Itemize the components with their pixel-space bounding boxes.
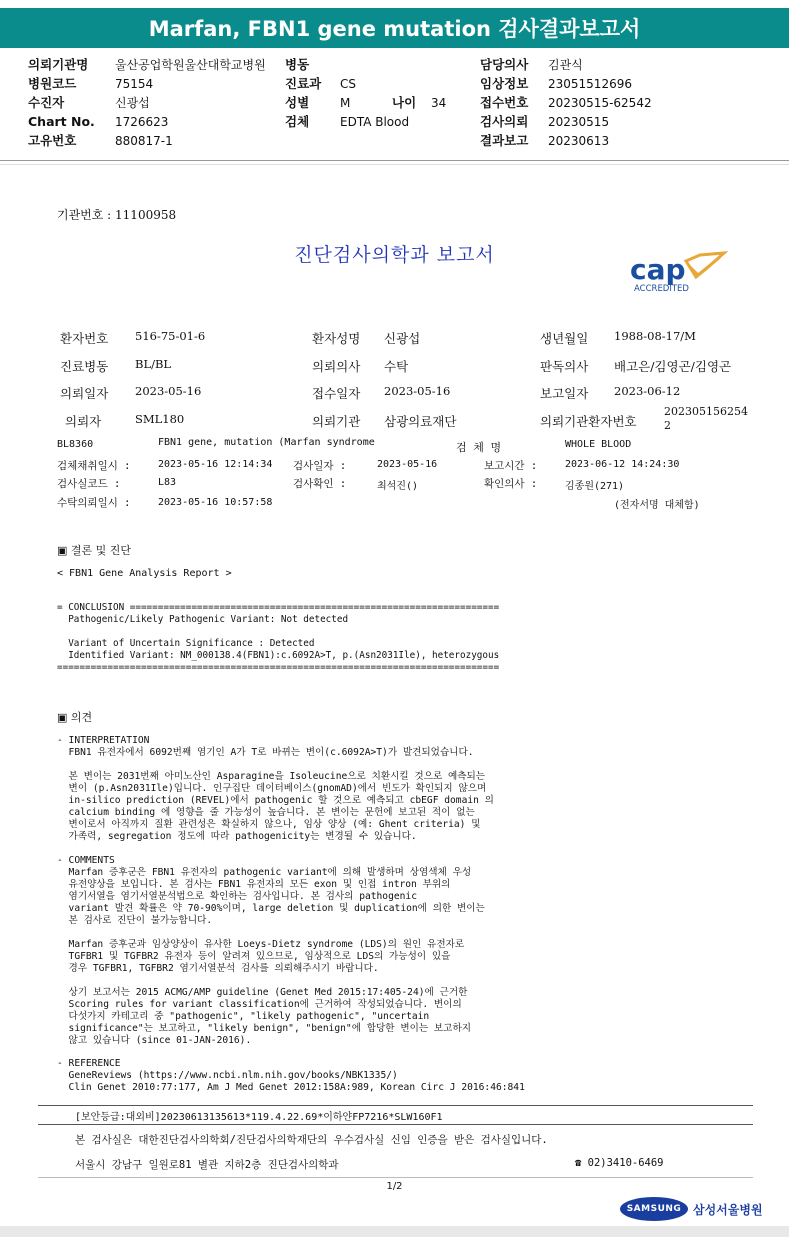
label-receipt-number: 접수번호	[480, 95, 529, 110]
label-requesting-org: 의뢰기관	[312, 414, 361, 429]
label-sex: 성별	[285, 95, 310, 110]
label-reading-doctor: 판독의사	[540, 359, 589, 374]
specimen-name-value: WHOLE BLOOD	[565, 439, 632, 450]
collect-label: 검체채취일시 :	[57, 460, 131, 472]
room-code-label: 검사실코드 :	[57, 478, 121, 490]
label-org-patient-number: 의뢰기관환자번호	[540, 414, 637, 429]
value-hospital-code: 75154	[115, 77, 154, 91]
label-requester: 의뢰자	[65, 414, 102, 429]
security-line: [보안등급:대외비]20230613135613*119.4.22.69*이하얀FP7216*SLW160F1	[75, 1112, 443, 1123]
value-org-patient-number-line2: 2	[664, 419, 671, 432]
header-divider-light	[0, 164, 789, 165]
opinion-heading: ▣ 의견	[57, 711, 93, 724]
label-patient-name: 환자성명	[312, 331, 361, 346]
value-birthdate: 1988-08-17/M	[614, 329, 696, 343]
specimen-name-label: 검 체 명	[456, 441, 502, 454]
samsung-oval: SAMSUNG	[620, 1197, 688, 1221]
confirm-doctor-value: 김종원(271)	[565, 481, 625, 492]
confirm-doctor-label: 확인의사 :	[484, 478, 538, 490]
test-code: BL8360	[57, 439, 94, 450]
svg-text:cap: cap	[630, 253, 686, 286]
value-test-request: 20230515	[548, 115, 610, 129]
value-age: 34	[431, 96, 447, 110]
svg-text:ACCREDITED: ACCREDITED	[634, 284, 689, 294]
label-unique-number: 고유번호	[28, 133, 77, 148]
value-requesting-institution: 울산공업학원울산대학교병원	[115, 58, 266, 72]
exam-date-value: 2023-05-16	[377, 459, 438, 470]
label-ward: 진료병동	[60, 359, 109, 374]
header-divider	[0, 160, 789, 161]
value-receipt-date: 2023-05-16	[384, 384, 451, 398]
interpretation-block: - INTERPRETATION FBN1 유전자에서 6092번째 염기인 A가 T로 바뀌는 변이(c.6092A>T)가 발견되었습니다. 본 변이는 2031번째 아미노산인 Asparagine을 Isoleucine으로 치환시킬 것으로 예측되는 변이 (p.Asn2031Ile)입니다. 인구집단 데이터베이스(gnomAD)에서 빈도가 확인되지 않으며 in-silico prediction (REVEL)에서 pathogenic 할 것으로 예측되고 cbEGF domain 의 calcium binding 에 영향을 줄 가능성이 높습니다. 본 변이는 문헌에 보고된 적이 없는 변이로서 아직까지 질환 관련성은 확실하지 않으나, 임상 양상 (예: Ghent criteria) 및 가족력, segregation 정도에 따라 pathogenicity는 변경될 수 있습니다.	[57, 735, 494, 842]
test-name: FBN1 gene, mutation (Marfan syndrome	[158, 437, 375, 448]
value-receipt-number: 20230515-62542	[548, 96, 652, 110]
result-heading: ▣ 결론 및 진단	[57, 544, 132, 557]
footer-divider-mid	[38, 1124, 753, 1125]
certification-note: 본 검사실은 대한진단검사의학회/진단검사의학재단의 우수검사실 신임 인증을 받은 검사실입니다.	[75, 1134, 548, 1146]
value-request-date: 2023-05-16	[135, 384, 202, 398]
receive-value: 2023-05-16 10:57:58	[158, 497, 273, 508]
label-clinical-info: 임상정보	[480, 76, 529, 91]
label-test-request: 검사의뢰	[480, 114, 529, 129]
report-time-label: 보고시간 :	[484, 460, 538, 472]
samsung-hospital-name: 삼성서울병원	[693, 1202, 763, 1217]
label-request-date: 의뢰일자	[60, 386, 109, 401]
label-patient: 수진자	[28, 95, 65, 110]
value-patient-name: 신광섭	[384, 331, 421, 346]
label-specimen: 검체	[285, 114, 310, 129]
label-report-date: 보고일자	[540, 386, 589, 401]
value-requesting-org: 삼광의료재단	[384, 414, 457, 429]
label-receipt-date: 접수일자	[312, 386, 361, 401]
lab-address: 서울시 강남구 일원로81 별관 지하2층 진단검사의학과	[75, 1159, 339, 1171]
conclusion-block: = CONCLUSION ================================================================== Pathogenic/Likely Pathogenic Variant: Not detected Variant of Uncertain Significance : Detected Identified Variant: NM_000138.4(FBN1):c.6092A>T, p.(Asn2031Ile), heterozygous ===============================================================================	[57, 602, 500, 673]
label-birthdate: 생년월일	[540, 331, 589, 346]
label-department: 진료과	[285, 76, 322, 91]
value-referring-doctor: 수탁	[384, 359, 409, 374]
value-chart-no: 1726623	[115, 115, 169, 129]
report-title: 진단검사의학과 보고서	[294, 244, 495, 266]
label-chart-no: Chart No.	[28, 114, 95, 129]
label-patient-id: 환자번호	[60, 331, 109, 346]
label-age: 나이	[392, 95, 417, 110]
comments-block: - COMMENTS Marfan 증후군은 FBN1 유전자의 pathogenic variant에 의해 발생하며 상염색체 우성 유전양상을 보입니다. 본 검사는 FBN1 유전자의 모든 exon 및 인접 intron 부위의 염기서열을 염기서열분석법으로 확인하는 검사입니다. 본 검사의 pathogenic variant 발견 확률은 약 70-90%이며, large deletion 및 duplication에 의한 변이는 본 검사로 진단이 불가능합니다. Marfan 증후군과 임상양상이 유사한 Loeys-Dietz syndrome (LDS)의 원인 유전자로 TGFBR1 및 TGFBR2 유전자 등이 알려져 있으므로, 임상적으로 LDS의 가능성이 있을 경우 TGFBR1, TGFBR2 염기서열분석 검사를 의뢰해주시기 바랍니다. 상기 보고서는 2015 ACMG/AMP guideline (Genet Med 2015:17:405-24)에 근거한 Scoring rules for variant classification에 근거하여 작성되었습니다. 변이의 다섯가지 카테고리 중 "pathogenic", "likely pathogenic", "uncertain significance"는 보고하고, "likely benign", "benign"에 합당한 변이는 보고하지 않고 있습니다 (since 01-JAN-2016).	[57, 855, 485, 1046]
cap-accredited-logo	[628, 251, 728, 296]
label-referring-doctor: 의뢰의사	[312, 359, 361, 374]
exam-date-label: 검사일자 :	[293, 460, 347, 472]
value-patient: 신광섭	[115, 96, 150, 110]
room-code-value: L83	[158, 477, 177, 488]
value-department: CS	[340, 77, 356, 91]
samsung-hospital-logo	[620, 1197, 763, 1221]
lab-phone: ☎ 02)3410-6469	[575, 1157, 664, 1169]
esign-note: (전자서명 대체함)	[614, 500, 700, 511]
label-requesting-institution: 의뢰기관명	[28, 57, 89, 72]
reference-block: - REFERENCE GeneReviews (https://www.ncbi.nlm.nih.gov/books/NBK1335/) Clin Genet 2010:77:177, Am J Med Genet 2012:158A:989, Korean Circ J 2016:46:841	[57, 1058, 525, 1093]
value-requester: SML180	[135, 412, 185, 426]
value-specimen: EDTA Blood	[340, 115, 410, 129]
footer-divider-bottom	[38, 1177, 753, 1178]
value-unique-number: 880817-1	[115, 134, 173, 148]
footer-divider-top	[38, 1105, 753, 1106]
document-title: Marfan, FBN1 gene mutation 검사결과보고서	[0, 8, 789, 48]
institution-number: 기관번호 : 11100958	[57, 208, 177, 222]
label-ward: 병동	[285, 57, 310, 72]
receive-label: 수탁의뢰일시 :	[57, 497, 131, 509]
label-attending-doctor: 담당의사	[480, 57, 529, 72]
bottom-strip	[0, 1226, 789, 1237]
value-attending-doctor: 김관식	[548, 58, 583, 72]
exam-confirm-label: 검사확인 :	[293, 478, 347, 490]
value-ward: BL/BL	[135, 357, 172, 371]
label-result-report: 결과보고	[480, 133, 529, 148]
exam-confirm-value: 최석진()	[377, 481, 419, 492]
value-clinical-info: 23051512696	[548, 77, 632, 91]
value-report-date: 2023-06-12	[614, 384, 681, 398]
value-reading-doctor: 배고은/김영곤/김영곤	[614, 359, 732, 374]
report-time-value: 2023-06-12 14:24:30	[565, 459, 680, 470]
report-name: < FBN1 Gene Analysis Report >	[57, 568, 232, 579]
label-hospital-code: 병원코드	[28, 76, 77, 91]
collect-value: 2023-05-16 12:14:34	[158, 459, 273, 470]
value-patient-id: 516-75-01-6	[135, 329, 206, 343]
page-number: 1/2	[386, 1181, 403, 1192]
value-org-patient-number-line1: 202305156254	[664, 405, 748, 418]
value-result-report: 20230613	[548, 134, 610, 148]
value-sex: M	[340, 96, 351, 110]
